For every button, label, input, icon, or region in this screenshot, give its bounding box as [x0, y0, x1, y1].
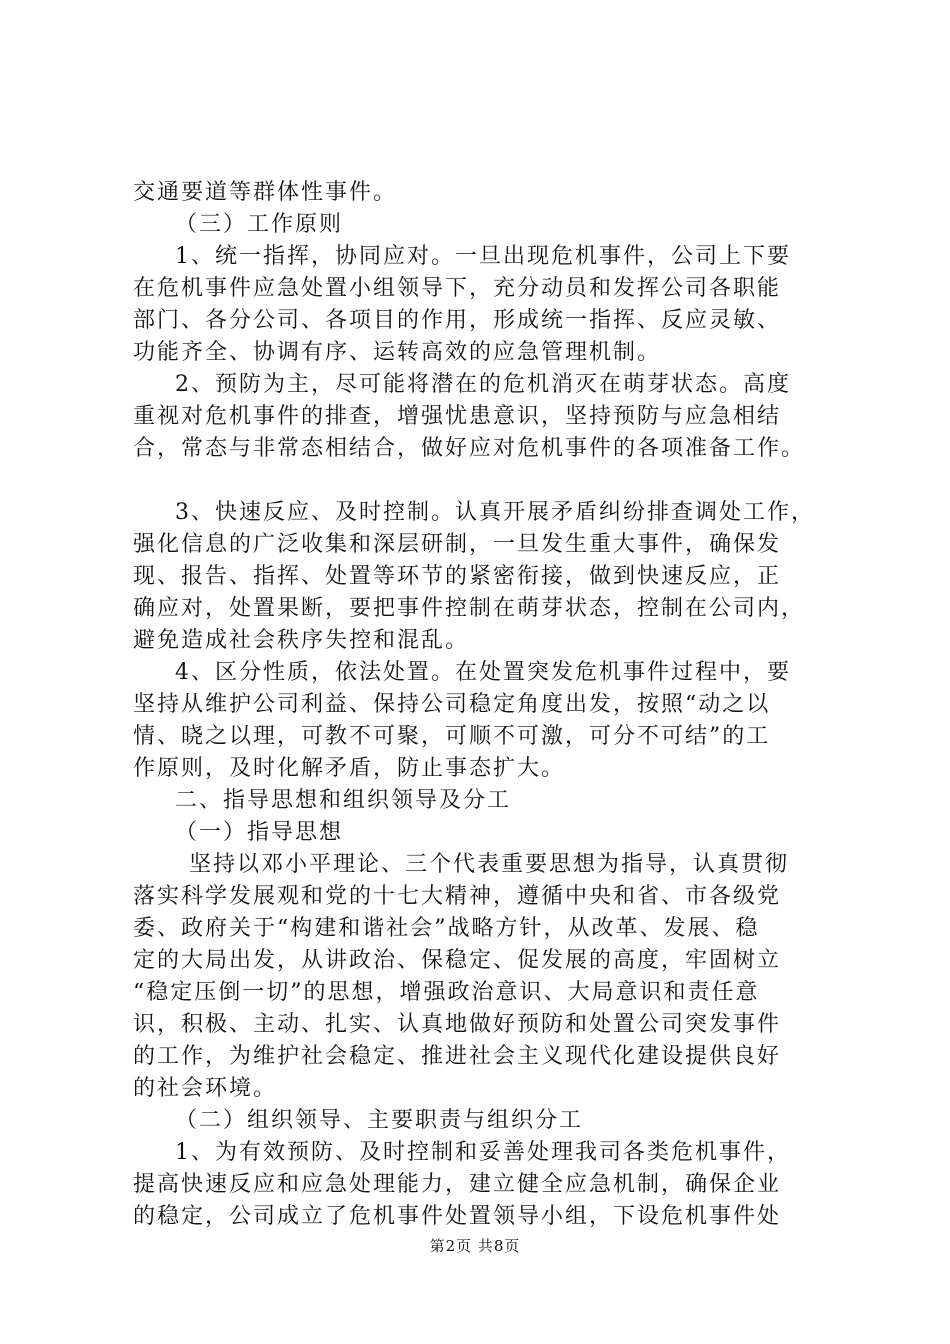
- text-line: “稳定压倒一切”的思想，增强政治意识、大局意识和责任意: [133, 980, 760, 1005]
- text-line: 重视对危机事件的排查，增强忧患意识，坚持预防与应急相结: [133, 404, 782, 429]
- section-heading: 二、指导思想和组织领导及分工: [175, 788, 512, 813]
- text-line: 的稳定，公司成立了危机事件处置领导小组，下设危机事件处: [133, 1204, 782, 1229]
- text-line: 合，常态与非常态相结合，做好应对危机事件的各项准备工作。: [133, 436, 806, 461]
- text-line: 情、晓之以理，可教不可聚，可顺不可激，可分不可结”的工: [133, 724, 771, 749]
- page-footer: 第2页 共8页: [429, 1237, 521, 1255]
- text-line: 3、快速反应、及时控制。认真开展矛盾纠纷排查调处工作，: [175, 500, 815, 525]
- text-line: 2、预防为主，尽可能将潜在的危机消灭在萌芽状态。高度: [175, 372, 791, 397]
- text-line: 部门、各分公司、各项目的作用，形成统一指挥、反应灵敏、: [133, 308, 782, 333]
- text-line: 委、政府关于“构建和谐社会”战略方针，从改革、发展、稳: [133, 916, 760, 941]
- text-line: 坚持从维护公司利益、保持公司稳定角度出发，按照“动之以: [133, 692, 771, 717]
- text-line: 1、统一指挥，协同应对。一旦出现危机事件，公司上下要: [175, 244, 791, 269]
- text-line: 在危机事件应急处置小组领导下，充分动员和发挥公司各职能: [133, 276, 782, 301]
- section-heading: （三）工作原则: [175, 212, 344, 237]
- text-line: 落实科学发展观和党的十七大精神，遵循中央和省、市各级党: [133, 884, 782, 909]
- text-line: 的社会环境。: [133, 1076, 278, 1101]
- text-line: 作原则，及时化解矛盾，防止事态扩大。: [133, 756, 566, 781]
- text-line: 4、区分性质，依法处置。在处置突发危机事件过程中，要: [175, 660, 791, 685]
- text-line: 交通要道等群体性事件。: [133, 180, 398, 205]
- text-line: 强化信息的广泛收集和深层研制，一旦发生重大事件，确保发: [133, 532, 782, 557]
- text-line: 1、为有效预防、及时控制和妥善处理我司各类危机事件，: [175, 1140, 791, 1165]
- text-line: 功能齐全、协调有序、运转高效的应急管理机制。: [133, 340, 662, 365]
- section-heading: （一）指导思想: [175, 820, 344, 845]
- text-line: 提高快速反应和应急处理能力，建立健全应急机制，确保企业: [133, 1172, 782, 1197]
- text-line: 的工作，为维护社会稳定、推进社会主义现代化建设提供良好: [133, 1044, 782, 1069]
- text-line: 定的大局出发，从讲政治、保稳定、促发展的高度，牢固树立: [133, 948, 782, 973]
- text-line: 现、报告、指挥、处置等环节的紧密衔接，做到快速反应，正: [133, 564, 782, 589]
- text-line: 坚持以邓小平理论、三个代表重要思想为指导，认真贯彻: [189, 852, 790, 877]
- section-heading: （二）组织领导、主要职责与组织分工: [175, 1108, 584, 1133]
- text-line: 识，积极、主动、扎实、认真地做好预防和处置公司突发事件: [133, 1012, 782, 1037]
- text-line: 避免造成社会秩序失控和混乱。: [133, 628, 470, 653]
- text-line: 确应对，处置果断，要把事件控制在萌芽状态，控制在公司内，: [133, 596, 806, 621]
